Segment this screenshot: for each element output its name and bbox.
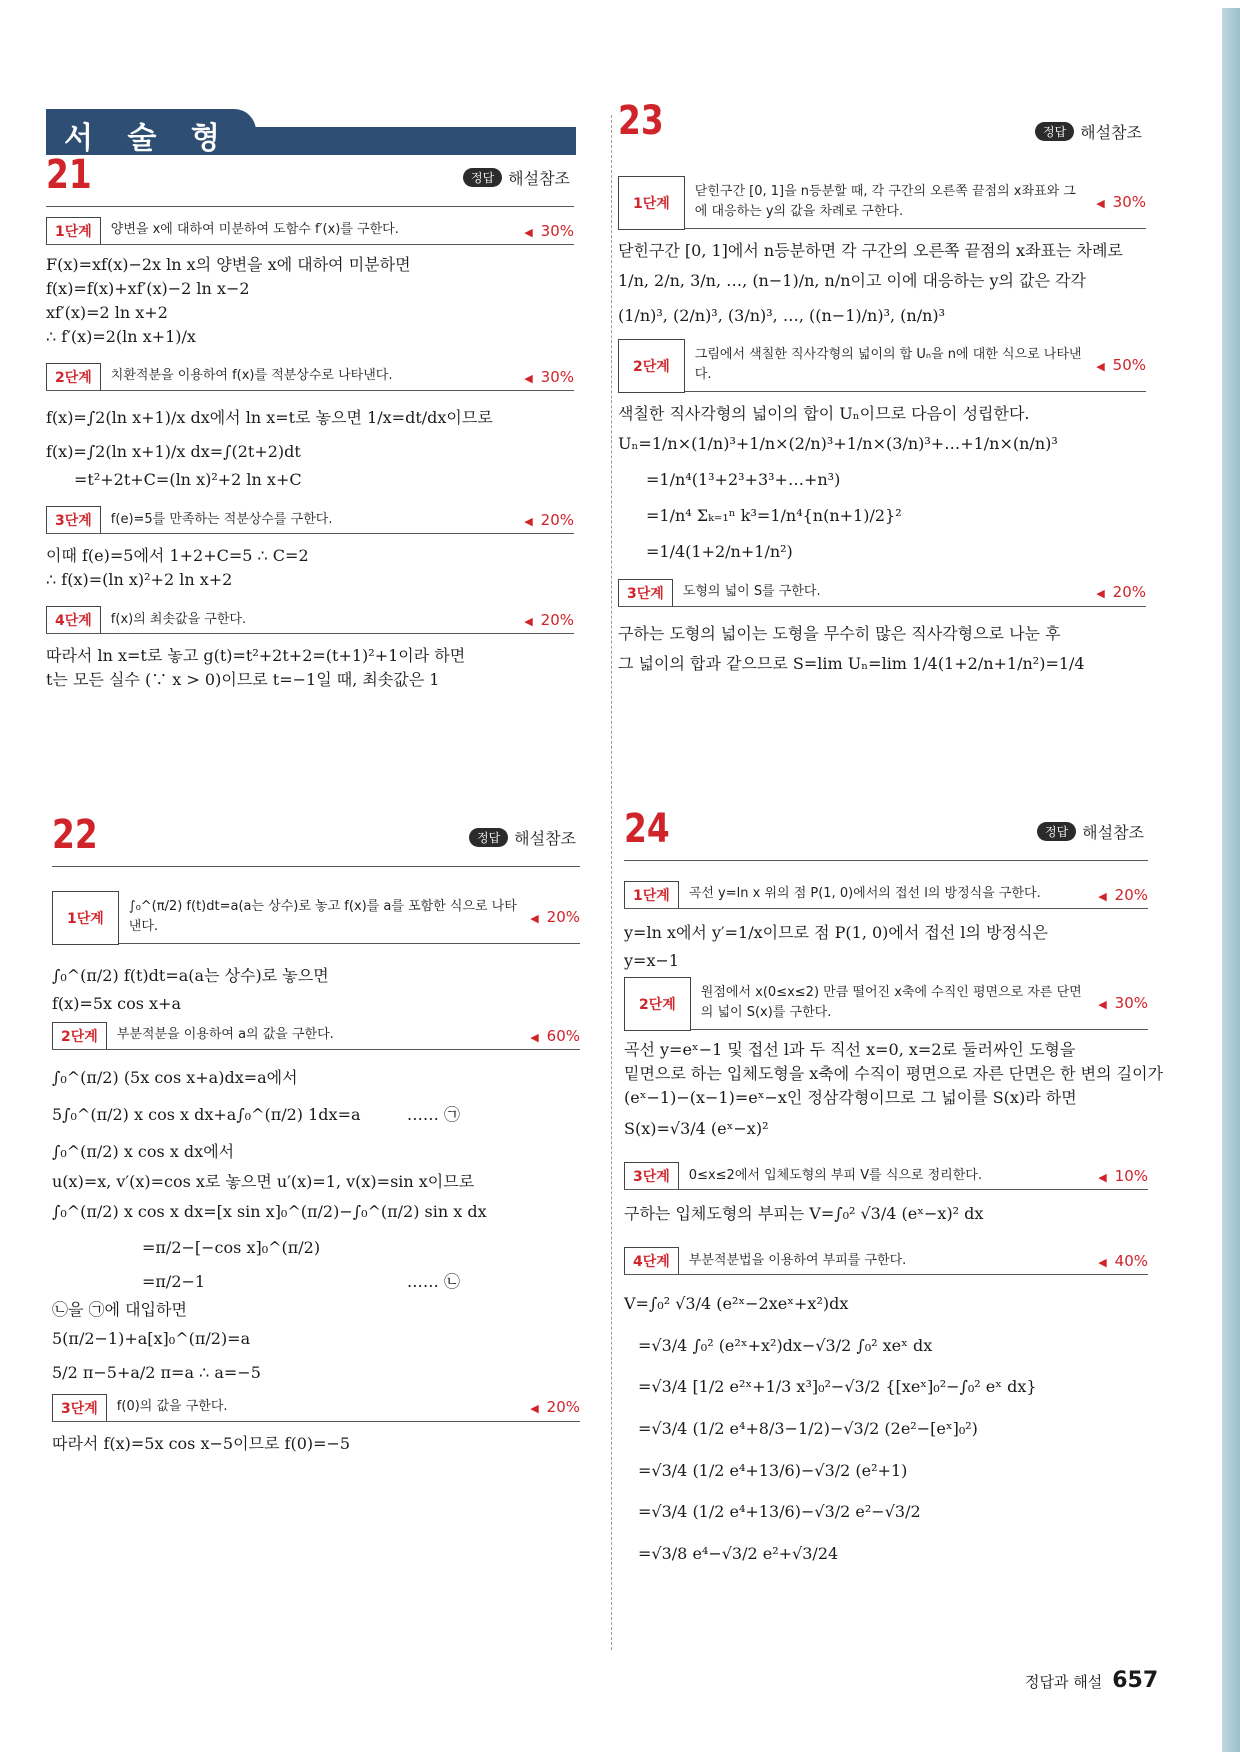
solution-line: f(x)=f(x)+xf′(x)−2 ln x−2	[46, 279, 250, 298]
step-percent: ◀ 20%	[1098, 885, 1148, 904]
step-percent: ◀ 60%	[530, 1026, 580, 1045]
step-text: 0≤x≤2에서 입체도형의 부피 V를 식으로 정리한다.	[688, 1167, 982, 1183]
solution-line: =√3/4 (1/2 e⁴+8/3−1/2)−√3/2 (2e²−[eˣ]₀²)	[638, 1418, 978, 1438]
step-label: 2단계	[46, 363, 101, 390]
step-text: 도형의 넓이 S를 구한다.	[682, 584, 821, 600]
step-text: 그림에서 색칠한 직사각형의 넓이의 합 Uₙ을 n에 대한 식으로 나타낸다.	[694, 347, 1082, 383]
step-text: 닫힌구간 [0, 1]을 n등분할 때, 각 구간의 오른쪽 끝점의 x좌표와 그에 대응하는 y의 값을 차례로 구한다.	[694, 183, 1076, 219]
step-3	[624, 1162, 1148, 1190]
step-label: 4단계	[624, 1247, 679, 1274]
solution-line: ∴ f(x)=(ln x)²+2 ln x+2	[46, 570, 233, 590]
step-label: 4단계	[46, 606, 101, 633]
step-percent: ◀ 20%	[530, 908, 580, 926]
step-percent: ◀ 30%	[524, 221, 574, 240]
equation-tag: …… ㉡	[406, 1271, 460, 1291]
solution-line: Uₙ=1/n×(1/n)³+1/n×(2/n)³+1/n×(3/n)³+…+1/n×(n/n)³	[618, 434, 1058, 454]
solution-line: t는 모든 실수 (∵ x > 0)이므로 t=−1일 때, 최솟값은 1	[46, 670, 440, 690]
solution-line: ∫₀^(π/2) x cos x dx에서	[52, 1141, 235, 1161]
solution-line: 5∫₀^(π/2) x cos x dx+a∫₀^(π/2) 1dx=a …… ㉠	[52, 1097, 580, 1134]
solution-line: u(x)=x, v′(x)=cos x로 놓으면 u′(x)=1, v(x)=sin x이므로	[52, 1172, 475, 1192]
step-text: f(0)의 값을 구한다.	[116, 1398, 228, 1414]
solution-line: 이때 f(e)=5에서 1+2+C=5 ∴ C=2	[46, 546, 309, 566]
solution-line: ∴ f′(x)=2(ln x+1)/x	[46, 327, 196, 346]
step-1	[46, 217, 574, 245]
footer-label: 정답과 해설	[1025, 1673, 1103, 1691]
step-text: 부분적분법을 이용하여 부피를 구한다.	[688, 1252, 907, 1268]
solution-line: f(x)=5x cos x+a	[52, 994, 181, 1013]
step-percent: ◀ 10%	[1098, 1166, 1148, 1185]
solution-line: xf′(x)=2 ln x+2	[46, 303, 168, 322]
step-2	[52, 1022, 580, 1050]
solution-line: =t²+2t+C=(ln x)²+2 ln x+C	[74, 470, 302, 490]
step-text: 원점에서 x(0≤x≤2) 만큼 떨어진 x축에 수직인 평면으로 자른 단면의 넓이 S(x)를 구한다.	[700, 984, 1082, 1020]
solution-line: 밑면으로 하는 입체도형을 x축에 수직이 평면으로 자른 단면은 한 변의 길이가	[624, 1064, 1164, 1083]
solution-line: y=ln x에서 y′=1/x이므로 점 P(1, 0)에서 접선 l의 방정식은	[624, 923, 1048, 942]
solution-line: f(x)=∫2(ln x+1)/x dx=∫(2t+2)dt	[46, 441, 301, 461]
step-text: 곡선 y=ln x 위의 점 P(1, 0)에서의 접선 l의 방정식을 구한다.	[688, 886, 1041, 902]
step-1	[52, 891, 580, 944]
solution-line: S(x)=√3/4 (eˣ−x)²	[624, 1119, 769, 1138]
step-percent: ◀ 50%	[1096, 356, 1146, 375]
page-edge-strip	[1222, 8, 1240, 1752]
solution-line: ㉡을 ㉠에 대입하면	[52, 1300, 187, 1320]
step-1	[618, 176, 1146, 229]
step-percent: ◀ 20%	[1096, 583, 1146, 602]
solution-line: (1/n)³, (2/n)³, (3/n)³, …, ((n−1)/n)³, (n/n)³	[618, 306, 946, 326]
step-percent: ◀ 40%	[1098, 1251, 1148, 1270]
solution-line: =1/n⁴ Σₖ₌₁ⁿ k³=1/n⁴{n(n+1)/2}²	[646, 505, 902, 525]
problem-22	[52, 812, 580, 1456]
problem-23	[618, 98, 1146, 680]
solution-line: f(x)=∫2(ln x+1)/x dx에서 ln x=t로 놓으면 1/x=dt/dx이므로	[46, 408, 493, 427]
solution-line: 그 넓이의 합과 같으므로 S=lim Uₙ=lim 1/4(1+2/n+1/n²)=1/4	[618, 654, 1085, 674]
solution-line: =√3/4 (1/2 e⁴+13/6)−√3/2 e²−√3/2	[638, 1502, 921, 1522]
step-text: ∫₀^(π/2) f(t)dt=a(a는 상수)로 놓고 f(x)를 a를 포함한 식으로 나타낸다.	[128, 898, 517, 934]
column-divider	[611, 115, 612, 1650]
step-label: 3단계	[624, 1162, 679, 1189]
step-text: f(e)=5를 만족하는 적분상수를 구한다.	[110, 511, 333, 527]
step-percent: ◀ 30%	[1098, 994, 1148, 1012]
solution-line: ∫₀^(π/2) (5x cos x+a)dx=a에서	[52, 1068, 298, 1087]
step-3	[52, 1394, 580, 1422]
answer-reference: 정답 해설참조	[1037, 820, 1144, 843]
solution-line: =1/n⁴(1³+2³+3³+…+n³)	[646, 470, 841, 490]
step-text: f(x)의 최솟값을 구한다.	[110, 611, 247, 627]
solution-line: =π/2−[−cos x]₀^(π/2)	[142, 1238, 321, 1258]
solution-line: 1/n, 2/n, 3/n, …, (n−1)/n, n/n이고 이에 대응하는 y의 값은 각각	[618, 271, 1086, 290]
solution-line: =√3/4 ∫₀² (e²ˣ+x²)dx−√3/2 ∫₀² xeˣ dx	[638, 1335, 933, 1355]
solution-line: 닫힌구간 [0, 1]에서 n등분하면 각 구간의 오른쪽 끝점의 x좌표는 차례로	[618, 241, 1123, 260]
step-3	[46, 506, 574, 534]
equation-tag: …… ㉠	[406, 1104, 460, 1124]
step-percent: ◀ 20%	[524, 610, 574, 629]
solution-lines	[46, 253, 574, 349]
problem-21	[46, 152, 574, 692]
answer-reference: 정답 해설참조	[469, 826, 576, 849]
solution-line: 곡선 y=eˣ−1 및 접선 l과 두 직선 x=0, x=2로 둘러싸인 도형을	[624, 1040, 1076, 1059]
section-title: 서 술 형	[64, 121, 232, 156]
step-text: 양변을 x에 대하여 미분하여 도함수 f′(x)를 구한다.	[110, 222, 399, 238]
step-label: 3단계	[52, 1394, 107, 1421]
solution-line: 따라서 ln x=t로 놓고 g(t)=t²+2t+2=(t+1)²+1이라 하면	[46, 646, 466, 666]
solution-line: 구하는 도형의 넓이는 도형을 무수히 많은 직사각형으로 나눈 후	[618, 623, 1061, 643]
step-percent: ◀ 30%	[524, 367, 574, 386]
solution-line: ∫₀^(π/2) f(t)dt=a(a는 상수)로 놓으면	[52, 966, 329, 985]
answer-badge: 정답	[1037, 822, 1076, 841]
step-label: 1단계	[52, 891, 119, 945]
step-3	[618, 579, 1146, 607]
solution-line: 5(π/2−1)+a[x]₀^(π/2)=a	[52, 1329, 251, 1349]
section-header	[46, 109, 576, 155]
step-4	[46, 606, 574, 634]
step-label: 2단계	[618, 339, 685, 393]
problem-number: 24	[624, 806, 670, 852]
step-2	[46, 363, 574, 391]
step-label: 1단계	[618, 176, 685, 230]
page-number: 657	[1112, 1668, 1159, 1693]
step-percent: ◀ 20%	[524, 510, 574, 529]
step-text: 치환적분을 이용하여 f(x)를 적분상수로 나타낸다.	[110, 368, 393, 384]
solution-line: =√3/8 e⁴−√3/2 e²+√3/24	[638, 1543, 839, 1563]
answer-reference: 정답 해설참조	[1035, 120, 1142, 143]
step-label: 2단계	[52, 1022, 107, 1049]
solution-line: ∫₀^(π/2) x cos x dx=[x sin x]₀^(π/2)−∫₀^(π/2) sin x dx	[52, 1202, 487, 1222]
answer-badge: 정답	[463, 168, 502, 187]
solution-line: V=∫₀² √3/4 (e²ˣ−2xeˣ+x²)dx	[624, 1294, 849, 1314]
solution-line: y=x−1	[624, 951, 680, 970]
step-text: 부분적분을 이용하여 a의 값을 구한다.	[116, 1027, 334, 1043]
solution-line: 색칠한 직사각형의 넓이의 합이 Uₙ이므로 다음이 성립한다.	[618, 404, 1030, 424]
step-2	[618, 339, 1146, 392]
step-label: 3단계	[618, 579, 673, 606]
step-label: 1단계	[46, 217, 101, 244]
problem-number: 21	[46, 152, 92, 198]
solution-line: =√3/4 [1/2 e²ˣ+1/3 x³]₀²−√3/2 {[xeˣ]₀²−∫₀² eˣ dx}	[638, 1377, 1037, 1397]
step-label: 2단계	[624, 977, 691, 1031]
solution-line: F(x)=xf(x)−2x ln x의 양변을 x에 대하여 미분하면	[46, 255, 411, 274]
problem-number: 23	[618, 98, 664, 144]
solution-line: (eˣ−1)−(x−1)=eˣ−x인 정삼각형이므로 그 넓이를 S(x)라 하면	[624, 1088, 1077, 1107]
step-1	[624, 881, 1148, 909]
solution-line: =π/2−1 …… ㉡	[52, 1265, 580, 1299]
solution-line: =√3/4 (1/2 e⁴+13/6)−√3/2 (e²+1)	[638, 1460, 908, 1480]
solution-line: 구하는 입체도형의 부피는 V=∫₀² √3/4 (eˣ−x)² dx	[624, 1204, 984, 1224]
solution-line: 따라서 f(x)=5x cos x−5이므로 f(0)=−5	[52, 1433, 351, 1453]
step-2	[624, 977, 1148, 1030]
page-footer	[1025, 1668, 1158, 1693]
step-percent: ◀ 20%	[530, 1398, 580, 1417]
answer-badge: 정답	[469, 828, 508, 847]
solution-line: =1/4(1+2/n+1/n²)	[646, 542, 793, 562]
solution-line: 5/2 π−5+a/2 π=a ∴ a=−5	[52, 1362, 261, 1382]
problem-number: 22	[52, 812, 98, 858]
step-label: 3단계	[46, 506, 101, 533]
step-percent: ◀ 30%	[1096, 193, 1146, 211]
answer-badge: 정답	[1035, 122, 1074, 141]
step-4	[624, 1247, 1148, 1275]
answer-reference: 정답 해설참조	[463, 166, 570, 189]
problem-24	[624, 806, 1164, 1574]
step-label: 1단계	[624, 881, 679, 908]
